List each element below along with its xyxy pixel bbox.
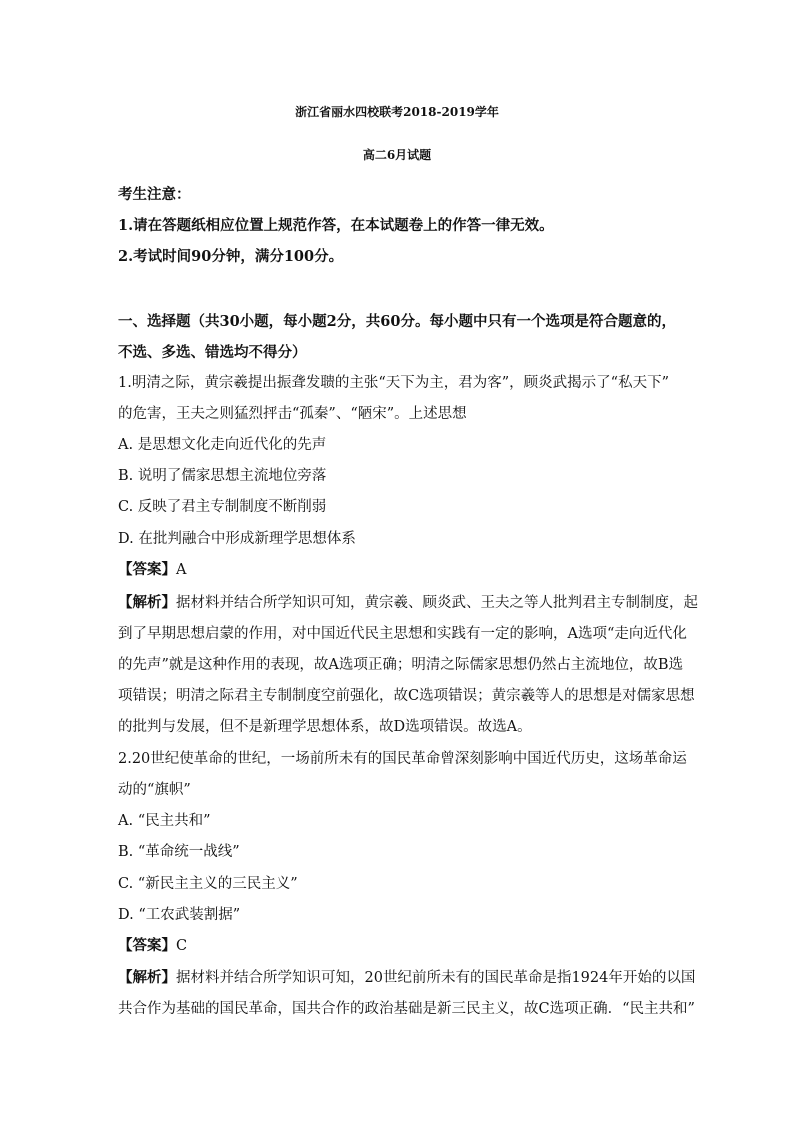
question-1-option-c: C. 反映了君主专制制度不断削弱	[118, 499, 327, 515]
question-1-option-d: D. 在批判融合中形成新理学思想体系	[118, 531, 356, 547]
section-heading-cont: 不选、多选、错选均不得分）	[118, 344, 307, 361]
answer-value: C	[176, 938, 188, 954]
question-1-analysis-line-5: 的批判与发展，但不是新理学思想体系，故D选项错误。故选A。	[118, 719, 532, 735]
question-1-stem-cont: 的危害，王夫之则猛烈抨击“孤秦”、“陋宋”。上述思想	[118, 406, 467, 422]
question-2-stem: 2.20世纪使革命的世纪，一场前所未有的国民革命曾深刻影响中国近代历史，这场革命运	[118, 751, 687, 767]
question-1-option-a: A. 是思想文化走向近代化的先声	[118, 437, 327, 453]
question-1-analysis-line-4: 项错误；明清之际君主专制制度空前强化，故C选项错误；黄宗羲等人的思想是对儒家思想	[118, 688, 695, 704]
question-2-analysis-line-2: 共合作为基础的国民革命，国共合作的政治基础是新三民主义，故C选项正确．“民主共和”	[118, 1001, 695, 1017]
question-2-option-b: B. “革命统一战线”	[118, 844, 240, 860]
question-1-answer	[118, 560, 186, 580]
notice-item-2: 2.考试时间90分钟，满分100分。	[118, 248, 344, 265]
question-1-analysis	[118, 593, 698, 613]
question-1-analysis-line-2: 到了早期思想启蒙的作用，对中国近代民主思想和实践有一定的影响，A选项“走向近代化	[118, 626, 687, 642]
question-2-option-a: A. “民主共和”	[118, 813, 211, 829]
page-title: 浙江省丽水四校联考2018-2019学年	[295, 105, 499, 119]
question-2-answer	[118, 936, 187, 956]
notice-item-1: 1.请在答题纸相应位置上规范作答，在本试题卷上的作答一律无效。	[118, 217, 554, 234]
answer-label: 【答案】	[118, 561, 176, 578]
notice-heading: 考生注意：	[118, 186, 191, 203]
question-2-option-d: D. “工农武装割据”	[118, 907, 241, 923]
analysis-text: 据材料并结合所学知识可知，20世纪前所未有的国民革命是指1924年开始的以国	[176, 970, 696, 986]
analysis-text: 据材料并结合所学知识可知，黄宗羲、顾炎武、王夫之等人批判君主专制制度，起	[176, 595, 698, 611]
analysis-label: 【解析】	[118, 594, 176, 611]
section-heading: 一、选择题（共30小题，每小题2分，共60分。每小题中只有一个选项是符合题意的，	[118, 313, 676, 330]
question-1-analysis-line-3: 的先声”就是这种作用的表现，故A选项正确；明清之际儒家思想仍然占主流地位，故B选	[118, 657, 684, 673]
analysis-label: 【解析】	[118, 969, 176, 986]
question-2-analysis	[118, 968, 695, 988]
question-2-stem-cont: 动的“旗帜”	[118, 782, 191, 798]
page-subtitle: 高二6月试题	[362, 148, 432, 162]
question-2-option-c: C. “新民主主义的三民主义”	[118, 876, 298, 892]
question-1-option-b: B. 说明了儒家思想主流地位旁落	[118, 468, 327, 484]
question-1-stem: 1.明清之际，黄宗羲提出振聋发聩的主张“天下为主，君为客”，顾炎武揭示了“私天下”	[118, 375, 669, 391]
answer-label: 【答案】	[118, 937, 176, 954]
answer-value: A	[176, 562, 187, 578]
